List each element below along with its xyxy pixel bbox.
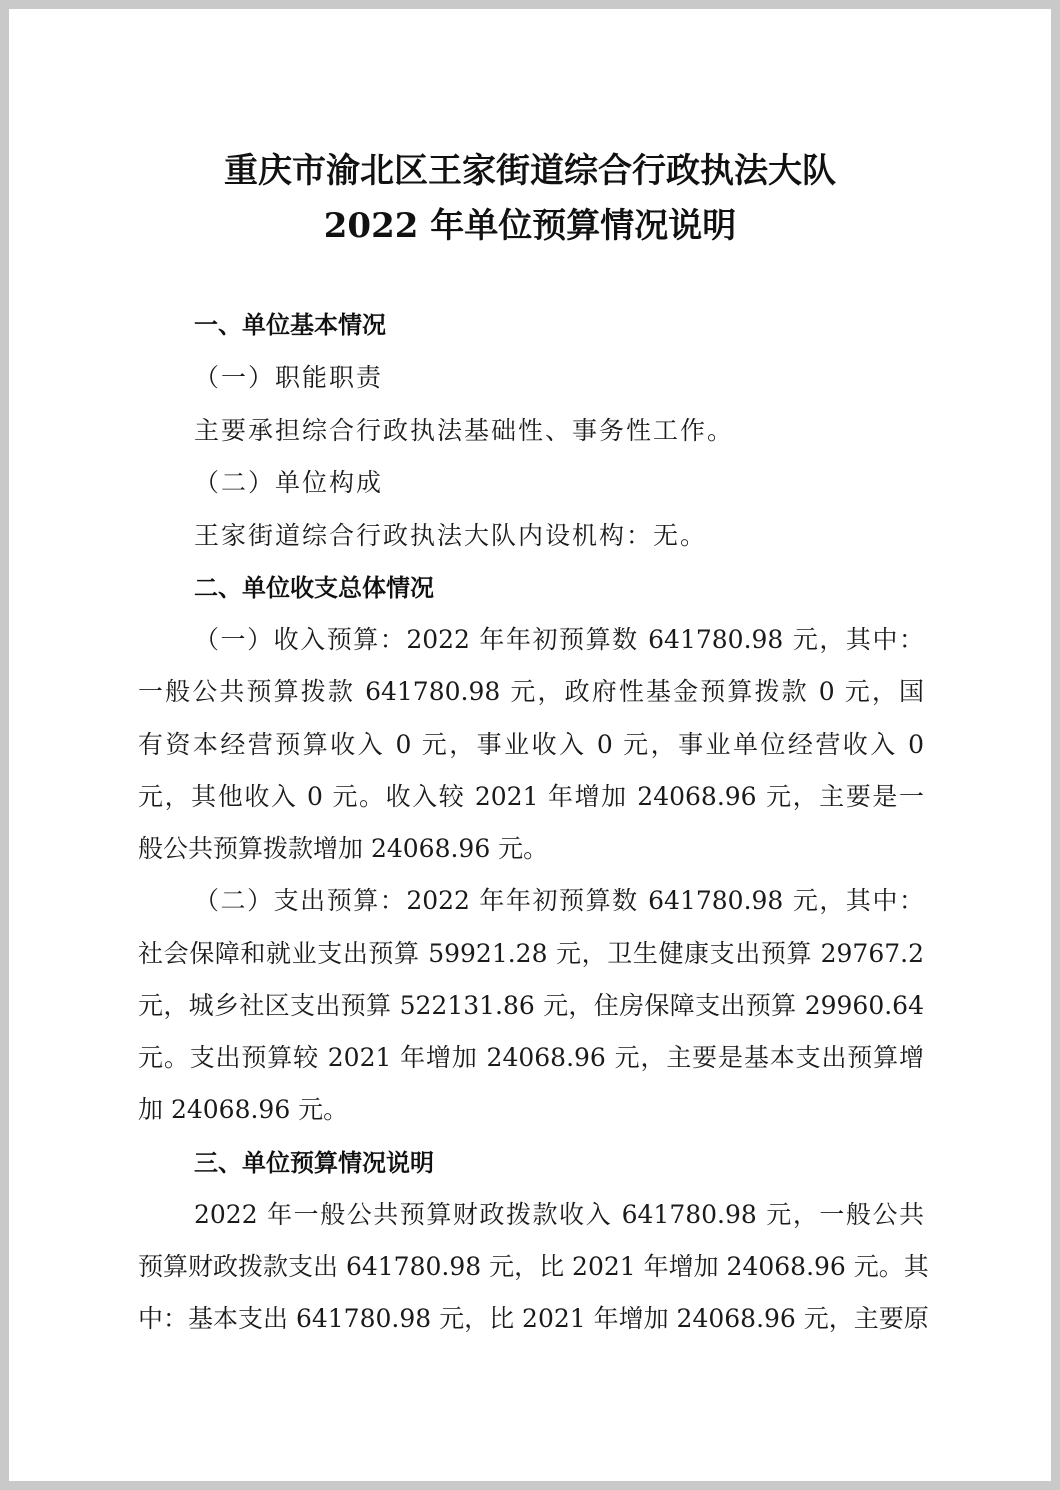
expense-line: 元，城乡社区支出预算 522131.86 元，住房保障支出预算 29960.64 [138,991,924,1020]
section1-sub2-text: 王家街道综合行政执法大队内设机构：无。 [194,521,708,550]
section3-line: 预算财政拨款支出 641780.98 元，比 2021 年增加 24068.96 元。其 [138,1252,929,1281]
income-line: （一）收入预算：2022 年年初预算数 641780.98 元，其中： [194,625,924,654]
income-line: 一般公共预算拨款 641780.98 元，政府性基金预算拨款 0 元，国 [138,677,924,706]
income-line: 般公共预算拨款增加 24068.96 元。 [138,834,549,863]
document-title-line1: 重庆市渝北区王家街道综合行政执法大队 [224,151,836,191]
income-line: 有资本经营预算收入 0 元，事业收入 0 元，事业单位经营收入 0 [138,730,924,759]
expense-line: 元。支出预算较 2021 年增加 24068.96 元，主要是基本支出预算增 [138,1043,924,1072]
section1-heading: 一、单位基本情况 [194,311,386,339]
expense-line: 社会保障和就业支出预算 59921.28 元，卫生健康支出预算 29767.2 [138,939,924,968]
expense-line: （二）支出预算：2022 年年初预算数 641780.98 元，其中： [194,886,924,915]
document-page [9,9,1051,1481]
expense-line: 加 24068.96 元。 [138,1095,349,1124]
section1-sub1-text: 主要承担综合行政执法基础性、事务性工作。 [194,416,735,445]
section3-line: 2022 年一般公共预算财政拨款收入 641780.98 元，一般公共 [194,1200,924,1229]
section3-line: 中：基本支出 641780.98 元，比 2021 年增加 24068.96 元，主要原 [138,1304,929,1333]
section3-heading: 三、单位预算情况说明 [194,1149,434,1177]
income-line: 元，其他收入 0 元。收入较 2021 年增加 24068.96 元，主要是一 [138,782,924,811]
section1-sub1: （一）职能职责 [194,363,384,392]
section2-heading: 二、单位收支总体情况 [194,574,434,602]
section1-sub2: （二）单位构成 [194,468,384,497]
document-title-line2: 2022 年单位预算情况说明 [323,206,737,246]
